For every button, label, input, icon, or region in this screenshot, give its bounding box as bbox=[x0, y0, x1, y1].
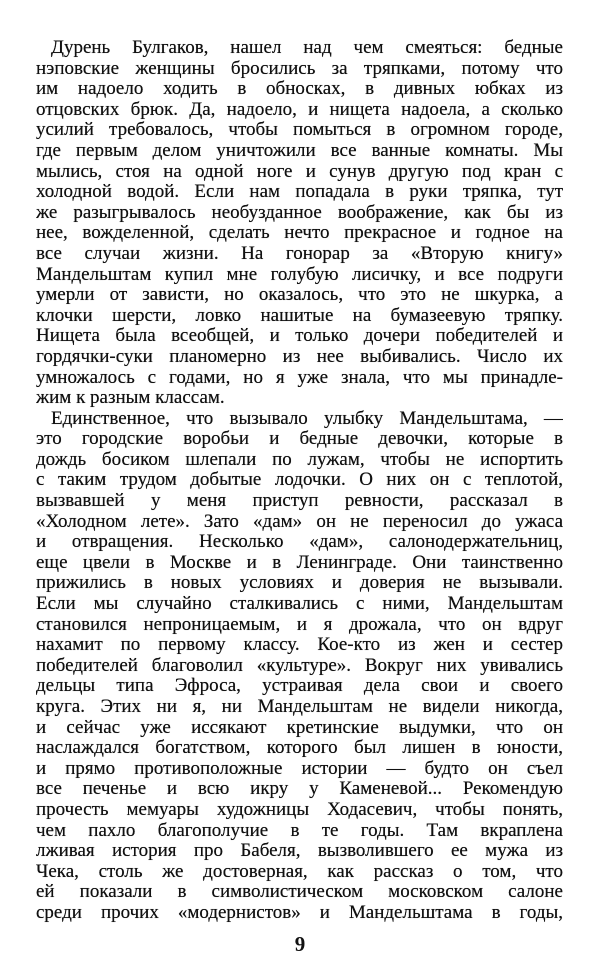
text-line: и сейчас уже иссякают кретинские выдумки, что он bbox=[36, 717, 563, 738]
text-line: становился непроницаемым, и я дрожала, что он вдруг bbox=[36, 614, 563, 635]
text-line: лживая история про Бабеля, вызволившего ее мужа из bbox=[36, 841, 563, 862]
text-line: нахамит по первому классу. Кое-кто из жен и сестер bbox=[36, 635, 563, 656]
text-line: наслаждался богатством, которого был лишен в юности, bbox=[36, 738, 563, 759]
text-line: где первым делом уничтожили все ванные комнаты. Мы bbox=[36, 140, 563, 161]
text-line: дождь босиком шлепали по лужам, чтобы не испортить bbox=[36, 449, 563, 470]
text-line: Чека, столь же достоверная, как рассказ о том, что bbox=[36, 861, 563, 882]
text-line: мылись, стоя на одной ноге и сунув другую под кран с bbox=[36, 161, 563, 182]
text-line: среди прочих «модернистов» и Мандельштама в годы, bbox=[36, 902, 563, 923]
text-line: с таким трудом добытые лодочки. О них он с теплотой, bbox=[36, 470, 563, 491]
text-line: ей показали в символистическом московском салоне bbox=[36, 882, 563, 903]
page-number: 9 bbox=[294, 932, 306, 956]
text-line: дельцы типа Эфроса, устраивая дела свои и своего bbox=[36, 676, 563, 697]
text-line: Мандельштам купил мне голубую лисичку, и все подруги bbox=[36, 264, 563, 285]
text-line: все печенье и всю икру у Каменевой... Рекомендую bbox=[36, 779, 563, 800]
page-body bbox=[36, 38, 563, 924]
text-line: и отвращения. Несколько «дам», салонодержательниц, bbox=[36, 532, 563, 553]
text-line: Единственное, что вызывало улыбку Мандельштама, — bbox=[51, 408, 563, 429]
text-line: усилий требовалось, чтобы помыться в огромном городе, bbox=[36, 120, 563, 141]
text-line: чем пахло благополучие в те годы. Там вкраплена bbox=[36, 820, 563, 841]
text-line: нее, вожделенной, сделать нечто прекрасное и годное на bbox=[36, 223, 563, 244]
text-line: вызвавшей у меня приступ ревности, рассказал в bbox=[36, 491, 563, 512]
text-line: клочки шерсти, ловко нашитые на бумазеевую тряпку. bbox=[36, 305, 563, 326]
text-line: гордячки-суки планомерно из нее выбивались. Число их bbox=[36, 346, 563, 367]
paragraph bbox=[36, 38, 563, 409]
text-line: отцовских брюк. Да, надоело, и нищета надоела, а сколько bbox=[36, 99, 563, 120]
paragraph bbox=[36, 409, 563, 924]
text-line: еще цвели в Москве и в Ленинграде. Они таинственно bbox=[36, 552, 563, 573]
text-line: и прямо противоположные истории — будто он съел bbox=[36, 758, 563, 779]
text-line: Нищета была всеобщей, и только дочери победителей и bbox=[36, 326, 563, 347]
text-line: «Холодном лете». Зато «дам» он не переносил до ужаса bbox=[36, 511, 563, 532]
text-line: победителей благоволил «культуре». Вокруг них увивались bbox=[36, 655, 563, 676]
text-line: нэповские женщины бросились за тряпками, потому что bbox=[36, 58, 563, 79]
text-line: же разыгрывалось необузданное воображение, как бы из bbox=[36, 202, 563, 223]
text-line: все случаи жизни. На гонорар за «Вторую книгу» bbox=[36, 243, 563, 264]
text-line: прочесть мемуары художницы Ходасевич, чтобы понять, bbox=[36, 799, 563, 820]
text-line: им надоело ходить в обносках, в дивных юбках из bbox=[36, 79, 563, 100]
text-line: Если мы случайно сталкивались с ними, Мандельштам bbox=[36, 594, 563, 615]
text-line: жим к разным классам. bbox=[36, 388, 225, 409]
text-line: это городские воробьи и бедные девочки, которые в bbox=[36, 429, 563, 450]
text-line: Дурень Булгаков, нашел над чем смеяться: бедные bbox=[51, 38, 563, 58]
text-line: умножалось с годами, но я уже знала, что мы принадле- bbox=[36, 367, 563, 388]
text-line: холодной водой. Если нам попадала в руки тряпка, тут bbox=[36, 182, 563, 203]
text-line: прижились в новых условиях и доверия не вызывали. bbox=[36, 573, 563, 594]
text-line: умерли от зависти, но оказалось, что это не шкурка, а bbox=[36, 285, 563, 306]
text-line: круга. Этих ни я, ни Мандельштам не видели никогда, bbox=[36, 697, 563, 717]
